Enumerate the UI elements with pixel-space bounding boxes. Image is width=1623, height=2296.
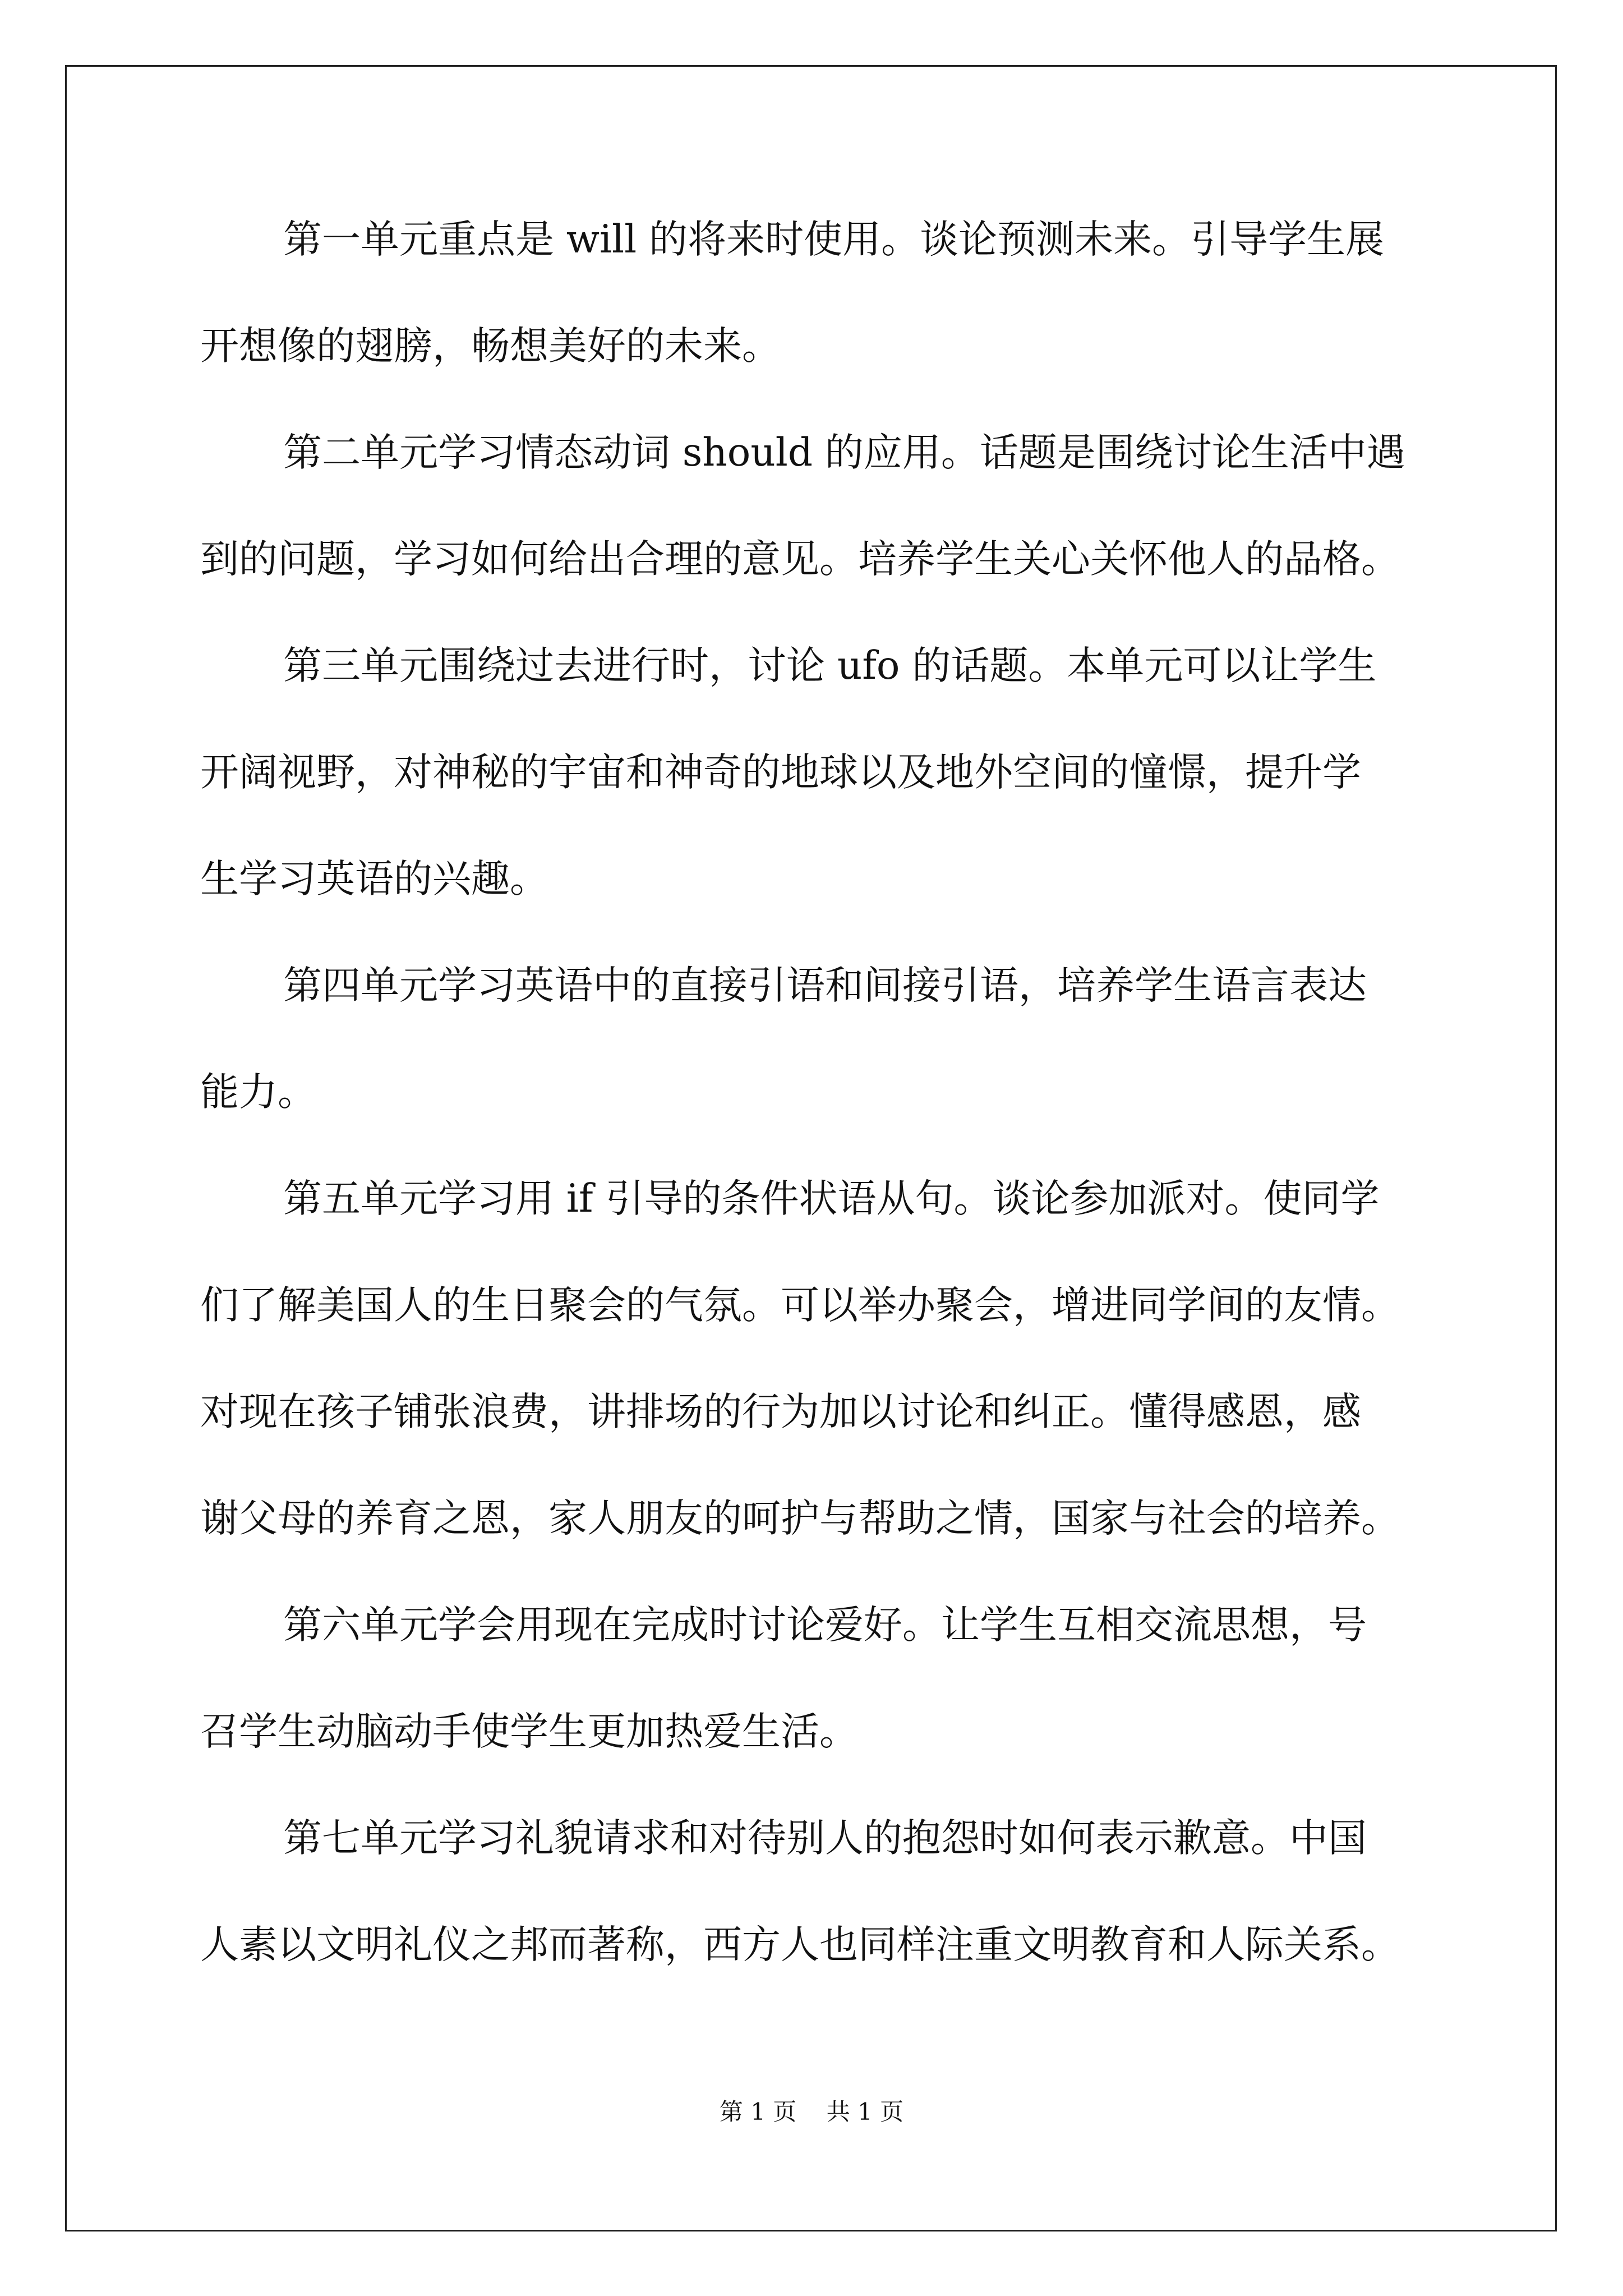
paragraph-1-line-1: 第一单元重点是 will 的将来时使用。谈论预测未来。引导学生展 xyxy=(283,217,1385,262)
paragraph-7-line-1: 第七单元学习礼貌请求和对待别人的抱怨时如何表示歉意。中国 xyxy=(283,1816,1367,1861)
paragraph-2-line-1: 第二单元学习情态动词 should 的应用。话题是围绕讨论生活中遇 xyxy=(283,430,1405,475)
paragraph-7-line-2: 人素以文明礼仪之邦而著称，西方人也同样注重文明教育和人际关系。 xyxy=(200,1922,1400,1967)
paragraph-3-line-2: 开阔视野，对神秘的宇宙和神奇的地球以及地外空间的憧憬，提升学 xyxy=(200,750,1361,795)
paragraph-3-line-3: 生学习英语的兴趣。 xyxy=(200,857,548,901)
paragraph-5-line-4: 谢父母的养育之恩，家人朋友的呵护与帮助之情，国家与社会的培养。 xyxy=(200,1496,1400,1541)
paragraph-3-line-1: 第三单元围绕过去进行时，讨论 ufo 的话题。本单元可以让学生 xyxy=(283,643,1377,688)
page-footer xyxy=(0,2095,1623,2129)
paragraph-5-line-2: 们了解美国人的生日聚会的气氛。可以举办聚会，增进同学间的友情。 xyxy=(200,1283,1400,1328)
page-border xyxy=(65,65,1557,2231)
paragraph-4-line-1: 第四单元学习英语中的直接引语和间接引语，培养学生语言表达 xyxy=(283,963,1367,1008)
paragraph-5-line-3: 对现在孩子铺张浪费，讲排场的行为加以讨论和纠正。懂得感恩，感 xyxy=(200,1389,1361,1434)
page-number: 第 1 页 xyxy=(719,2098,797,2125)
paragraph-6-line-1: 第六单元学会用现在完成时讨论爱好。让学生互相交流思想，号 xyxy=(283,1603,1367,1648)
paragraph-1-line-2: 开想像的翅膀，畅想美好的未来。 xyxy=(200,324,781,369)
page-total: 共 1 页 xyxy=(826,2098,904,2125)
paragraph-5-line-1: 第五单元学习用 if 引导的条件状语从句。谈论参加派对。使同学 xyxy=(283,1176,1380,1221)
paragraph-2-line-2: 到的问题，学习如何给出合理的意见。培养学生关心关怀他人的品格。 xyxy=(200,537,1400,582)
paragraph-4-line-2: 能力。 xyxy=(200,1070,316,1115)
paragraph-6-line-2: 召学生动脑动手使学生更加热爱生活。 xyxy=(200,1709,858,1754)
